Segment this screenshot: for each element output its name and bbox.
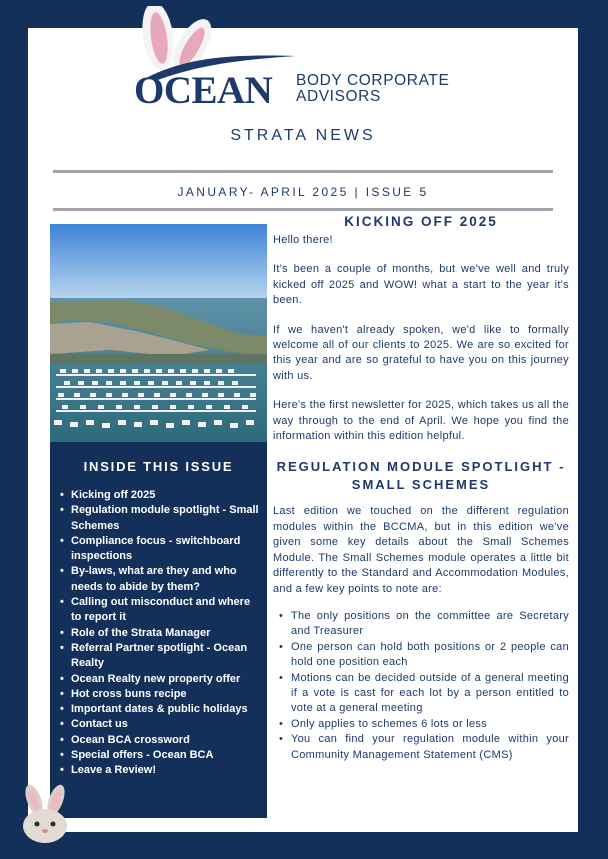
list-item[interactable]: • Leave a Review! <box>60 763 259 778</box>
list-item[interactable]: • Referral Partner spotlight - Ocean Realty <box>60 641 259 672</box>
list-item: • Only applies to schemes 6 lots or less <box>291 717 569 732</box>
main-articles <box>273 214 569 763</box>
divider-top <box>53 170 553 173</box>
article-paragraph: Hello there! <box>273 234 333 246</box>
list-item: • One person can hold both positions or 2 people can hold one position each <box>291 640 569 671</box>
list-item[interactable]: • Ocean Realty new property offer <box>60 672 259 687</box>
list-item[interactable]: • Calling out misconduct and where to report it <box>60 595 259 626</box>
logo-wordmark: OCEAN <box>134 69 273 112</box>
article-title-regulation: REGULATION MODULE SPOTLIGHT - SMALL SCHEMES <box>276 459 566 493</box>
list-item[interactable]: • Regulation module spotlight - Small Schemes <box>60 503 259 534</box>
list-item[interactable]: • Special offers - Ocean BCA <box>60 748 259 763</box>
list-item[interactable]: • Compliance focus - switchboard inspections <box>60 534 259 565</box>
article-paragraph: It's been a couple of months, but we've well and truly kicked off 2025 and WOW! what a start to the year it's been. <box>273 263 569 307</box>
list-item[interactable]: • Important dates & public holidays <box>60 702 259 717</box>
list-item: • You can find your regulation module within your Community Management Statement (CMS) <box>291 732 569 763</box>
bunny-icon <box>10 784 80 844</box>
divider-bottom <box>53 208 553 211</box>
article-title-kicking-off: KICKING OFF 2025 <box>344 214 498 229</box>
contents-list <box>50 488 267 779</box>
list-item[interactable]: • By-laws, what are they and who needs to abide by them? <box>60 564 259 595</box>
key-points-list <box>273 609 569 763</box>
list-item: • The only positions on the committee are Secretary and Treasurer <box>291 609 569 640</box>
publication-title: STRATA NEWS <box>230 127 376 144</box>
list-item[interactable]: • Contact us <box>60 717 259 732</box>
issue-line: JANUARY- APRIL 2025 | ISSUE 5 <box>177 185 429 199</box>
list-item[interactable]: • Role of the Strata Manager <box>60 626 259 641</box>
article-paragraph: Last edition we touched on the different regulation modules within the BCCMA, but in this edition we've given some key details about the Small Schemes Module. The Small Schemes module operates a little bit differently to the Standard and Accommodation Modules, and a few key points to note are: <box>273 505 569 595</box>
article-paragraph: Here's the first newsletter for 2025, which takes us all the way through to the end of April. We hope you find the information within this edition helpful. <box>273 399 569 443</box>
marina-aerial-photo <box>50 224 267 442</box>
inside-this-issue-panel <box>50 442 267 818</box>
list-item[interactable]: • Ocean BCA crossword <box>60 733 259 748</box>
article-paragraph: If we haven't already spoken, we'd like to formally welcome all of our clients to 2025. We are so excited for this year and are so grateful to have you on this journey with us. <box>273 323 569 382</box>
list-item[interactable]: • Hot cross buns recipe <box>60 687 259 702</box>
list-item: • Motions can be decided outside of a general meeting if a vote is cast for each lot by a person entitled to vote at a general meeting <box>291 671 569 717</box>
logo-subtitle <box>296 73 449 105</box>
newsletter-page <box>28 28 578 832</box>
logo-sub-line1: BODY CORPORATE <box>296 72 450 89</box>
logo-sub-line2: ADVISORS <box>296 88 381 105</box>
list-item[interactable]: • Kicking off 2025 <box>60 488 259 503</box>
sidebar-title: INSIDE THIS ISSUE <box>83 459 234 474</box>
